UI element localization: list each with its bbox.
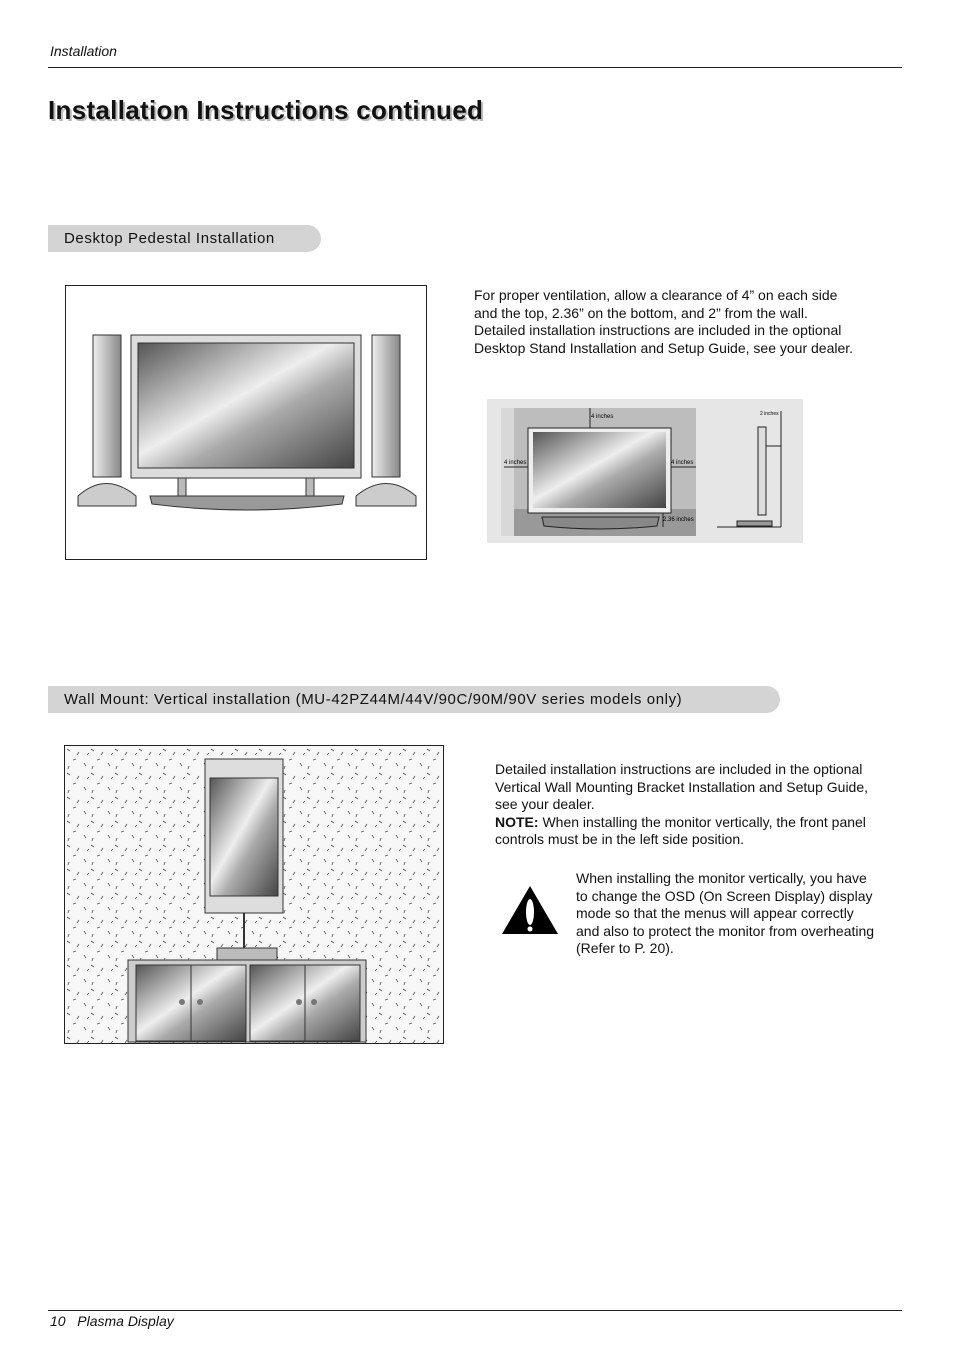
footer-title: Plasma Display — [77, 1313, 174, 1329]
page-number: 10 — [50, 1313, 66, 1329]
section-header: Installation — [50, 43, 117, 59]
footer-rule — [48, 1310, 902, 1311]
clearance-diagram — [487, 399, 803, 543]
header-rule — [48, 67, 902, 68]
label-left-clearance: 4 inches — [504, 460, 527, 466]
label-wall-clearance: 2 inches — [760, 411, 779, 417]
warning-icon — [500, 884, 560, 936]
wall-mount-description: Detailed installation instructions are included in the optional Vertical Wall Mounting Bracket Installation and Setup Guide, see your dealer. — [495, 761, 869, 813]
wall-mount-illustration — [64, 745, 444, 1044]
note-label: NOTE: — [495, 813, 539, 830]
page-title: Installation Instructions continued — [48, 95, 484, 125]
note-text: When installing the monitor vertically, the front panel controls must be in the left side position. — [495, 813, 866, 848]
ventilation-text: For proper ventilation, allow a clearance of 4” on each side and the top, 2.36” on the bottom, and 2” from the wall. Detailed installation instructions are included in the optional Desktop Stand Installation and Setup Guide, see your dealer. — [474, 287, 854, 356]
wall-mount-section-heading: Wall Mount: Vertical installation (MU-42PZ44M/44V/90C/90M/90V series models only) — [48, 686, 780, 713]
page-footer — [50, 1313, 174, 1329]
wall-mount-text — [495, 761, 875, 849]
label-top-clearance: 4 inches — [591, 414, 614, 420]
desktop-section-heading: Desktop Pedestal Installation — [48, 225, 321, 252]
label-bottom-clearance: 2.36 inches — [663, 517, 694, 523]
desktop-pedestal-illustration — [65, 285, 427, 560]
label-right-clearance: 4 inches — [671, 460, 694, 466]
warning-text: When installing the monitor vertically, you have to change the OSD (On Screen Display) display mode so that the menus will appear correctly and also to protect the monitor from overheating (Refer to P. 20). — [576, 870, 875, 957]
